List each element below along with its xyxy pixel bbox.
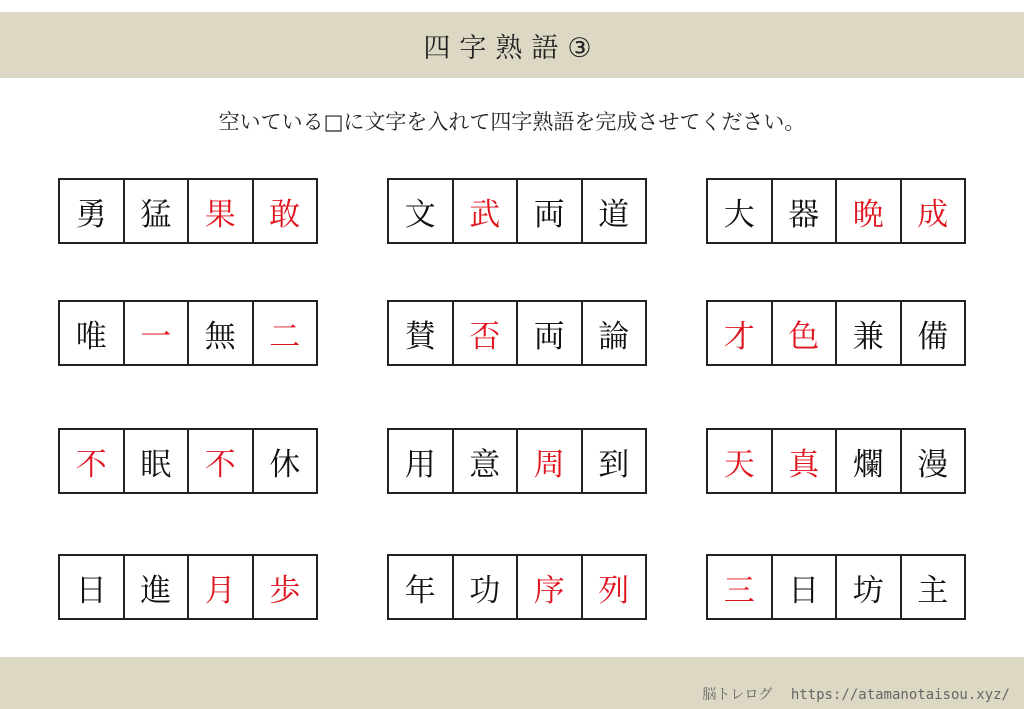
given-cell: 用 — [389, 430, 454, 492]
yojijukugo-puzzle — [706, 554, 966, 620]
answer-cell[interactable]: 色 — [773, 302, 838, 364]
yojijukugo-puzzle — [58, 178, 318, 244]
given-cell: 意 — [454, 430, 519, 492]
answer-cell[interactable]: 周 — [518, 430, 583, 492]
header-band — [0, 12, 1024, 78]
answer-cell[interactable]: 不 — [60, 430, 125, 492]
yojijukugo-puzzle — [387, 554, 647, 620]
given-cell: 功 — [454, 556, 519, 618]
given-cell: 眠 — [125, 430, 190, 492]
yojijukugo-puzzle — [58, 300, 318, 366]
given-cell: 論 — [598, 318, 630, 355]
answer-cell[interactable]: 一 — [125, 302, 190, 364]
answer-cell[interactable]: 才 — [708, 302, 773, 364]
answer-cell[interactable]: 三 — [708, 556, 773, 618]
given-cell: 賛 — [389, 302, 454, 364]
given-cell: 猛 — [125, 180, 190, 242]
answer-cell[interactable]: 列 — [598, 572, 630, 609]
given-cell: 両 — [518, 180, 583, 242]
answer-cell[interactable]: 成 — [917, 196, 949, 233]
answer-cell[interactable]: 武 — [454, 180, 519, 242]
given-cell: 勇 — [60, 180, 125, 242]
answer-cell[interactable]: 歩 — [269, 572, 301, 609]
given-cell: 兼 — [837, 302, 902, 364]
answer-cell[interactable]: 否 — [454, 302, 519, 364]
given-cell: 休 — [269, 446, 301, 483]
answer-cell[interactable]: 敢 — [269, 196, 301, 233]
answer-cell[interactable]: 序 — [518, 556, 583, 618]
given-cell: 年 — [389, 556, 454, 618]
given-cell: 到 — [598, 446, 630, 483]
yojijukugo-puzzle — [706, 428, 966, 494]
given-cell: 文 — [389, 180, 454, 242]
given-cell: 無 — [189, 302, 254, 364]
yojijukugo-puzzle — [387, 428, 647, 494]
given-cell: 日 — [60, 556, 125, 618]
yojijukugo-puzzle — [706, 300, 966, 366]
answer-cell[interactable]: 果 — [189, 180, 254, 242]
given-cell: 進 — [125, 556, 190, 618]
given-cell: 備 — [917, 318, 949, 355]
site-name: 脳トレログ — [702, 687, 773, 703]
given-cell: 大 — [708, 180, 773, 242]
given-cell: 道 — [598, 196, 630, 233]
answer-cell[interactable]: 月 — [189, 556, 254, 618]
given-cell: 爛 — [837, 430, 902, 492]
answer-cell[interactable]: 天 — [708, 430, 773, 492]
yojijukugo-puzzle — [387, 178, 647, 244]
given-cell: 両 — [518, 302, 583, 364]
answer-cell[interactable]: 二 — [269, 318, 301, 355]
yojijukugo-puzzle — [58, 428, 318, 494]
given-cell: 唯 — [60, 302, 125, 364]
instruction-text: 空いている□に文字を入れて四字熟語を完成させてください。 — [218, 110, 806, 134]
given-cell: 器 — [773, 180, 838, 242]
yojijukugo-puzzle — [706, 178, 966, 244]
footer-credit — [702, 684, 1010, 704]
site-url[interactable]: https://atamanotaisou.xyz/ — [790, 687, 1010, 703]
yojijukugo-puzzle — [58, 554, 318, 620]
page-title: 四字熟語③ — [423, 32, 601, 64]
answer-cell[interactable]: 不 — [189, 430, 254, 492]
given-cell: 坊 — [837, 556, 902, 618]
answer-cell[interactable]: 真 — [773, 430, 838, 492]
yojijukugo-puzzle — [387, 300, 647, 366]
given-cell: 漫 — [917, 446, 949, 483]
footer-band — [0, 657, 1024, 709]
given-cell: 日 — [773, 556, 838, 618]
given-cell: 主 — [917, 572, 949, 609]
answer-cell[interactable]: 晩 — [837, 180, 902, 242]
